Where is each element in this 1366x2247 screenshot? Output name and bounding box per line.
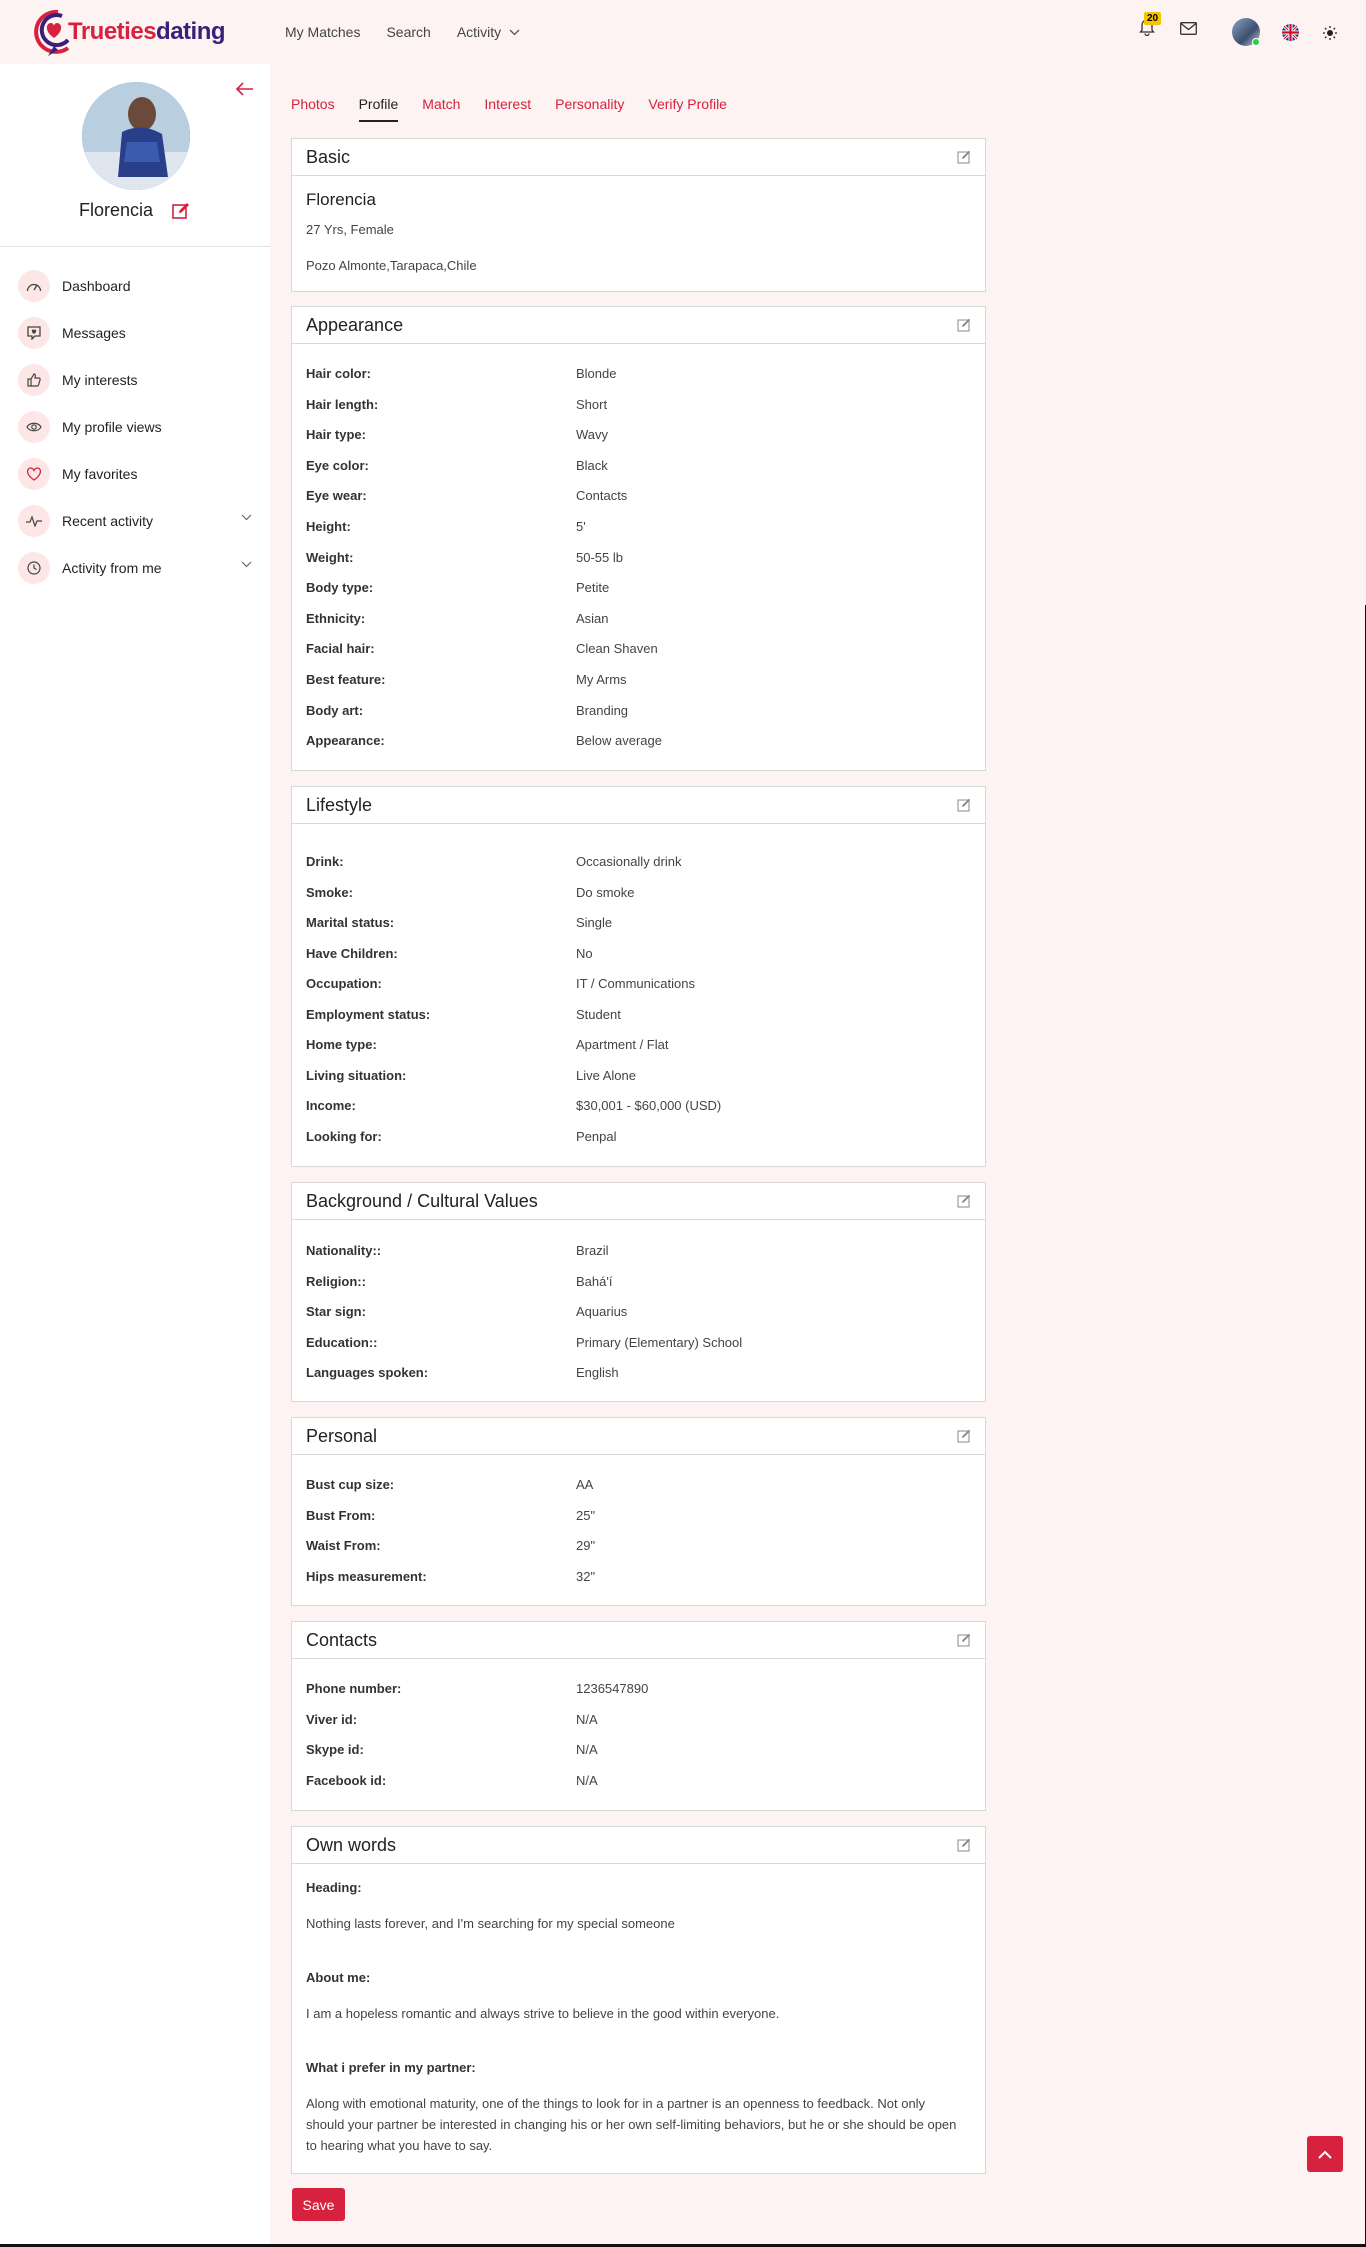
card-header <box>292 787 985 824</box>
basic-name: Florencia <box>306 190 376 209</box>
card-title: Personal <box>306 1425 378 1446</box>
background-card <box>291 1182 986 1402</box>
detail-label: Ethnicity: <box>306 610 366 626</box>
mail-icon[interactable] <box>1180 22 1197 35</box>
detail-value: English <box>576 1365 619 1380</box>
theme-toggle-icon[interactable] <box>1323 26 1337 40</box>
profile-tabs <box>291 96 751 122</box>
sidebar-item-my-profile-views[interactable] <box>18 403 258 450</box>
back-arrow-icon[interactable] <box>236 82 254 96</box>
detail-value: $30,001 - $60,000 (USD) <box>576 1098 722 1113</box>
detail-value: 5' <box>576 519 586 534</box>
own-words-card <box>291 1826 986 2174</box>
detail-value: Contacts <box>576 488 628 504</box>
brand-name-part1: Trueties <box>68 18 157 45</box>
chevron-down-icon[interactable] <box>241 514 252 521</box>
about-label: About me: <box>306 1970 371 1985</box>
detail-label: Hips measurement: <box>306 1568 427 1584</box>
detail-label: Appearance: <box>306 733 385 749</box>
activity-icon <box>18 505 50 537</box>
detail-value: My Arms <box>576 672 627 687</box>
sidebar-item-activity-from-me[interactable] <box>18 544 258 591</box>
card-header <box>292 1418 985 1455</box>
main-nav <box>285 24 520 40</box>
detail-label: Have Children: <box>306 945 398 961</box>
uk-flag-icon[interactable] <box>1282 24 1299 41</box>
detail-value: Do smoke <box>576 884 635 900</box>
sidebar-item-label: My profile views <box>62 418 162 435</box>
about-text: I am a hopeless romantic and always strive to believe in the good within everyone. <box>306 2006 780 2021</box>
detail-value: IT / Communications <box>576 976 695 991</box>
card-header <box>292 307 985 344</box>
nav-my-matches[interactable]: My Matches <box>285 24 361 40</box>
detail-label: Drink: <box>306 854 344 869</box>
detail-label: Hair length: <box>306 396 379 412</box>
detail-label: Occupation: <box>306 976 382 991</box>
detail-label: Waist From: <box>306 1538 381 1554</box>
detail-value: Penpal <box>576 1128 617 1144</box>
edit-icon[interactable] <box>957 318 971 332</box>
detail-value: 32" <box>576 1568 596 1584</box>
dashboard-icon <box>18 270 50 302</box>
detail-value: Apartment / Flat <box>576 1037 669 1052</box>
edit-icon[interactable] <box>957 1838 971 1852</box>
detail-label: Smoke: <box>306 884 353 900</box>
heading-label: Heading: <box>306 1880 362 1895</box>
detail-label: Bust cup size: <box>306 1477 395 1492</box>
basic-card <box>291 138 986 292</box>
detail-value: AA <box>576 1477 594 1492</box>
appearance-card <box>291 306 986 771</box>
sidebar-item-my-interests[interactable] <box>18 356 258 403</box>
detail-value: Single <box>576 915 613 930</box>
detail-value: Primary (Elementary) School <box>576 1334 743 1350</box>
detail-label: Skype id: <box>306 1742 364 1758</box>
contacts-card <box>291 1621 986 1811</box>
heading-text: Nothing lasts forever, and I'm searching for my special someone <box>306 1916 675 1931</box>
message-icon <box>18 317 50 349</box>
tab-personality[interactable]: Personality <box>555 96 625 112</box>
detail-value: Petite <box>576 580 610 596</box>
heart-icon <box>18 458 50 490</box>
sidebar-item-messages[interactable] <box>18 309 258 356</box>
sidebar-item-dashboard[interactable] <box>18 262 258 309</box>
detail-value: Black <box>576 457 608 473</box>
profile-photo-icon <box>82 82 190 190</box>
detail-value: 29" <box>576 1538 596 1554</box>
detail-label: Languages spoken: <box>306 1365 429 1380</box>
sidebar-item-label: Recent activity <box>62 512 154 529</box>
edit-icon[interactable] <box>957 1633 971 1647</box>
prefer-label: What i prefer in my partner: <box>306 2060 476 2075</box>
edit-icon[interactable] <box>957 1429 971 1443</box>
detail-label: Facebook id: <box>306 1772 387 1788</box>
edit-icon[interactable] <box>957 798 971 812</box>
nav-activity-label: Activity <box>456 24 502 40</box>
save-button[interactable]: Save <box>292 2188 345 2221</box>
detail-label: Income: <box>306 1098 356 1113</box>
sidebar-item-recent-activity[interactable] <box>18 497 258 544</box>
lifestyle-card <box>291 786 986 1167</box>
detail-value: Aquarius <box>576 1304 628 1319</box>
card-header <box>292 1827 985 1864</box>
detail-value: Occasionally drink <box>576 854 682 869</box>
detail-label: Phone number: <box>306 1681 402 1696</box>
notification-badge: 20 <box>1144 12 1161 25</box>
sidebar-item-label: Activity from me <box>62 559 162 576</box>
tab-interest[interactable]: Interest <box>484 96 532 112</box>
detail-value: Brazil <box>576 1243 609 1258</box>
sidebar-divider <box>0 246 270 247</box>
sidebar-user-name: Florencia <box>79 200 154 220</box>
sidebar-item-my-favorites[interactable] <box>18 450 258 497</box>
detail-label: Education:: <box>306 1334 378 1350</box>
sidebar-item-label: Messages <box>62 324 126 341</box>
detail-label: Marital status: <box>306 915 395 930</box>
detail-label: Living situation: <box>306 1067 407 1083</box>
online-status-dot <box>1252 38 1260 46</box>
detail-value: Short <box>576 396 608 412</box>
detail-label: Height: <box>306 519 351 534</box>
profile-avatar <box>82 82 190 190</box>
edit-name-icon[interactable] <box>172 202 190 220</box>
detail-label: Weight: <box>306 549 354 565</box>
detail-value: Student <box>576 1006 621 1022</box>
card-header <box>292 139 985 176</box>
prefer-text: Along with emotional maturity, one of the things to look for in a partner is an openness to feedback. Not only should your partner be interested in changing his or her own self-limiting behaviors, but he or she should be open to hearing what you have to say. <box>306 2096 957 2153</box>
detail-value: Live Alone <box>576 1067 636 1083</box>
detail-value: Wavy <box>576 427 609 443</box>
edit-icon[interactable] <box>957 1194 971 1208</box>
eye-icon <box>18 411 50 443</box>
nav-activity[interactable] <box>457 24 520 40</box>
detail-label: Best feature: <box>306 672 386 687</box>
detail-label: Bust From: <box>306 1507 376 1523</box>
top-bar <box>0 0 1366 64</box>
tab-match[interactable]: Match <box>422 96 461 112</box>
detail-value: Below average <box>576 733 662 749</box>
detail-label: Home type: <box>306 1037 377 1052</box>
detail-value: 50-55 lb <box>576 549 623 565</box>
clock-icon <box>18 552 50 584</box>
detail-label: Religion:: <box>306 1273 366 1289</box>
detail-value: Asian <box>576 610 609 626</box>
detail-value: Clean Shaven <box>576 641 658 657</box>
card-title: Background / Cultural Values <box>306 1190 538 1211</box>
edit-icon[interactable] <box>957 150 971 164</box>
tab-photos[interactable]: Photos <box>291 96 335 112</box>
detail-value: N/A <box>576 1772 598 1788</box>
detail-value: 1236547890 <box>576 1681 649 1696</box>
card-title: Appearance <box>306 314 404 335</box>
detail-label: Looking for: <box>306 1128 382 1144</box>
card-header <box>292 1183 985 1220</box>
detail-label: Hair type: <box>306 427 366 443</box>
detail-value: 25" <box>576 1507 596 1523</box>
detail-label: Star sign: <box>306 1304 366 1319</box>
tab-verify-profile[interactable]: Verify Profile <box>648 96 727 112</box>
card-title: Basic <box>306 146 351 167</box>
personal-card <box>291 1417 986 1606</box>
card-title: Contacts <box>306 1629 378 1650</box>
detail-label: Nationality:: <box>306 1243 382 1258</box>
sidebar-menu <box>18 262 258 591</box>
detail-value: N/A <box>576 1711 598 1727</box>
card-title: Lifestyle <box>306 794 373 815</box>
sidebar-item-label: My favorites <box>62 465 138 482</box>
detail-label: Facial hair: <box>306 641 375 657</box>
basic-location: Pozo Almonte,Tarapaca,Chile <box>306 258 477 273</box>
detail-label: Eye color: <box>306 457 369 473</box>
detail-label: Hair color: <box>306 366 372 381</box>
detail-value: No <box>576 945 593 961</box>
detail-value: N/A <box>576 1742 598 1758</box>
detail-label: Body type: <box>306 580 374 596</box>
chevron-down-icon <box>509 29 520 36</box>
card-header <box>292 1622 985 1659</box>
thumbs-up-icon <box>18 364 50 396</box>
scroll-to-top-button[interactable] <box>1307 2136 1343 2172</box>
chevron-up-icon <box>1318 2150 1332 2159</box>
chevron-down-icon[interactable] <box>241 561 252 568</box>
detail-label: Viver id: <box>306 1711 358 1727</box>
sidebar-item-label: My interests <box>62 371 138 388</box>
tab-profile[interactable]: Profile <box>359 96 399 122</box>
detail-value: Blonde <box>576 366 617 381</box>
nav-search[interactable]: Search <box>386 24 431 40</box>
detail-label: Employment status: <box>306 1006 431 1022</box>
sidebar <box>0 64 270 2247</box>
detail-label: Eye wear: <box>306 488 367 504</box>
card-title: Own words <box>306 1834 397 1855</box>
basic-age-gender: 27 Yrs, Female <box>306 222 394 237</box>
brand-name-part2: dating <box>156 18 226 45</box>
sidebar-item-label: Dashboard <box>62 277 131 294</box>
detail-value: Bahá'í <box>576 1273 613 1289</box>
detail-label: Body art: <box>306 702 364 718</box>
brand-name[interactable] <box>68 18 225 46</box>
detail-value: Branding <box>576 702 629 718</box>
